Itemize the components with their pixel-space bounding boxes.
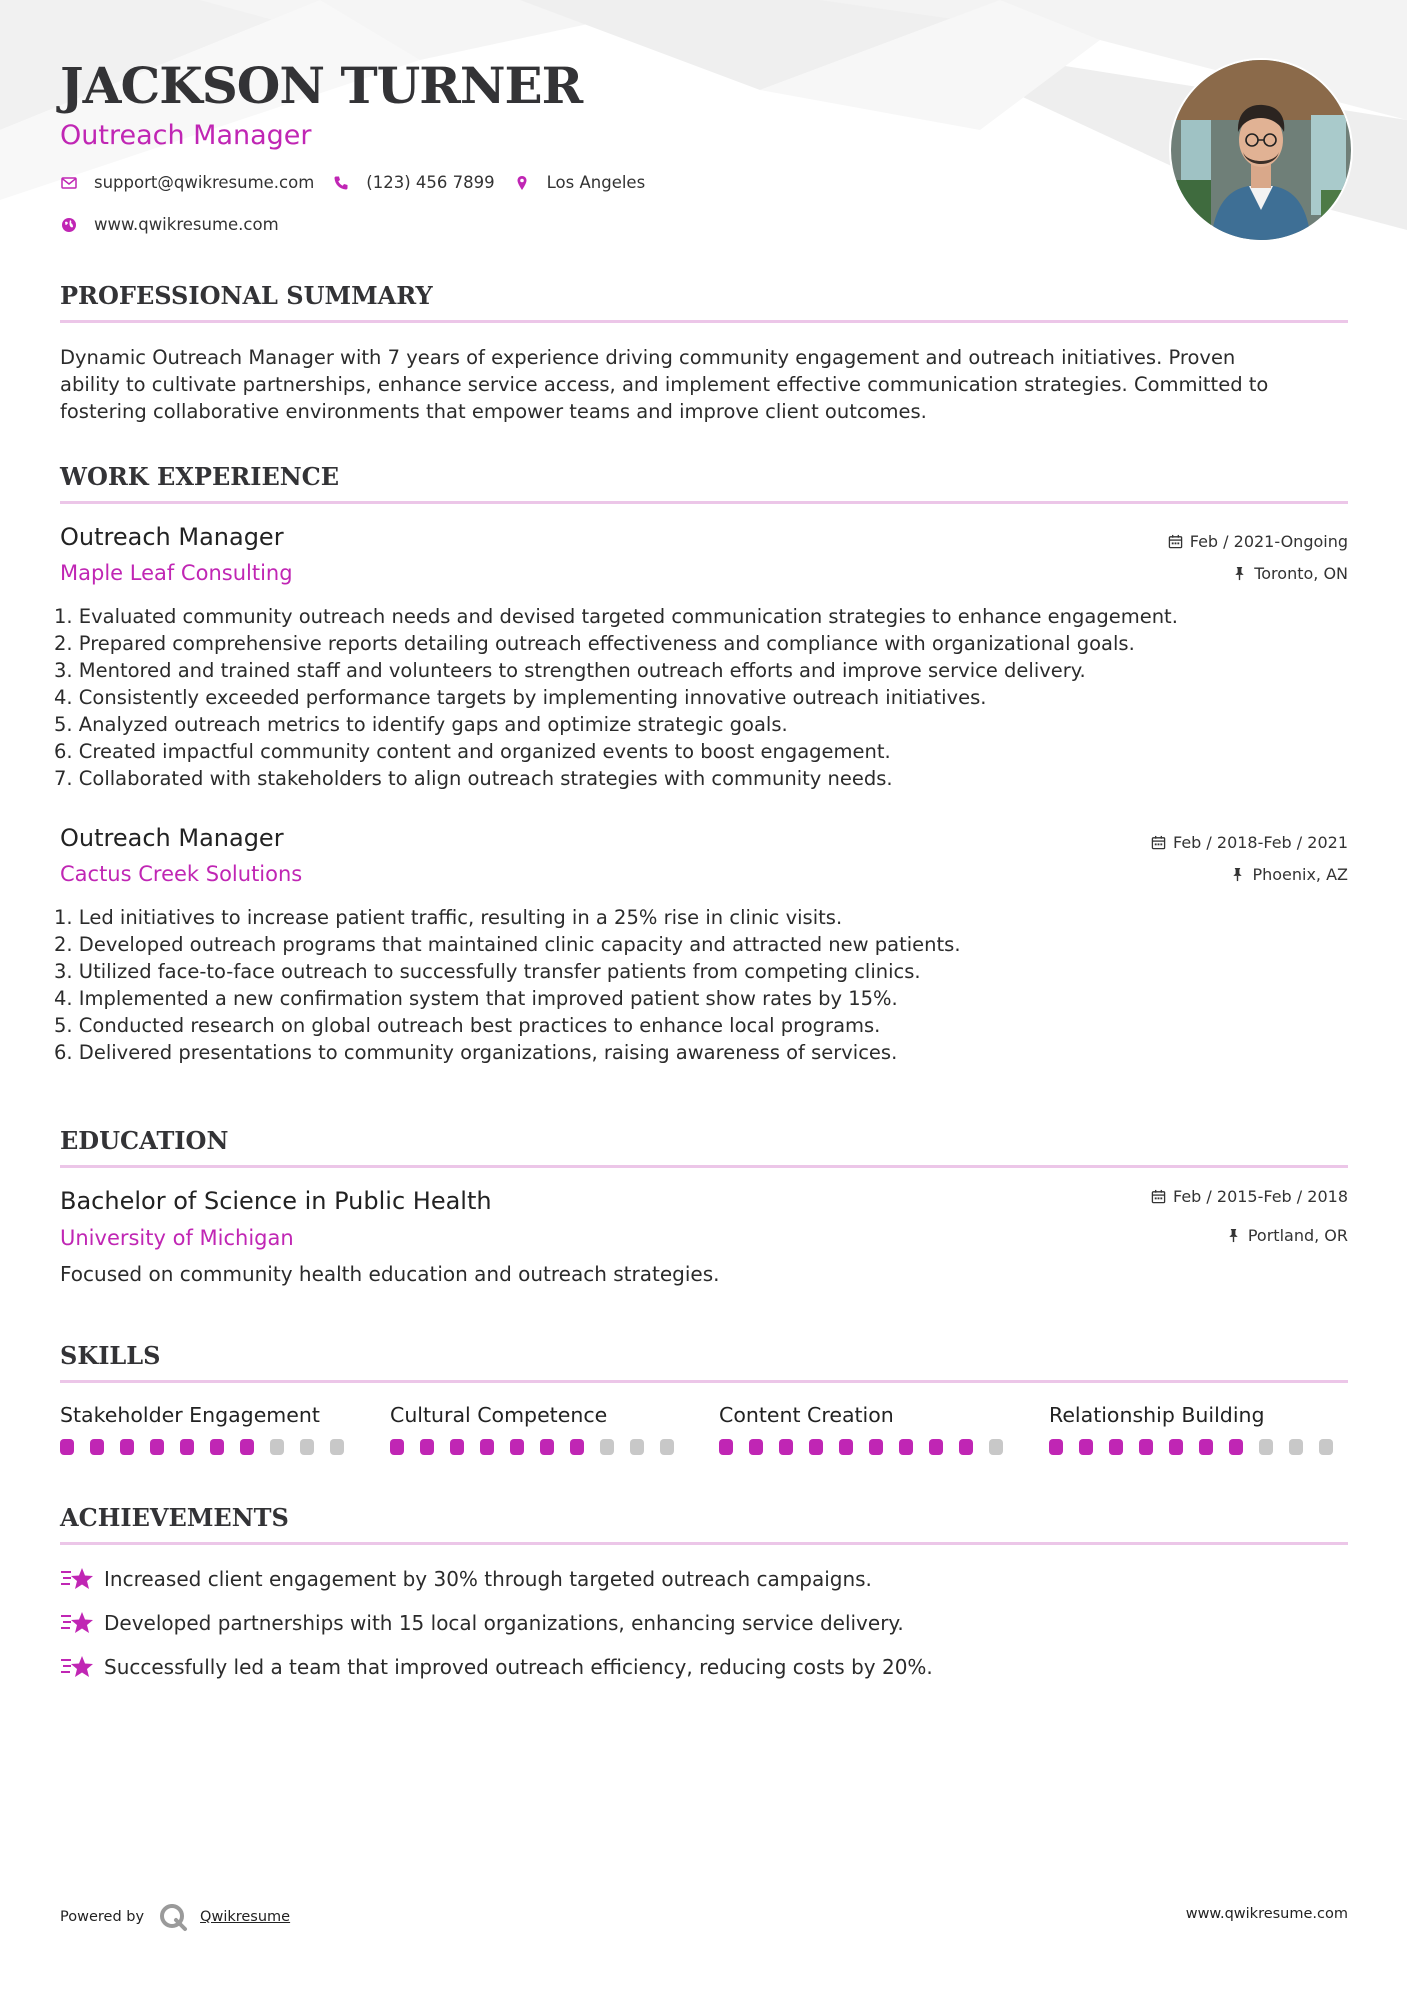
job-1-company: Maple Leaf Consulting — [60, 561, 293, 585]
achievement-item — [60, 1566, 872, 1592]
skill-dot-empty — [989, 1439, 1003, 1455]
footer-powered-by — [60, 1902, 290, 1932]
education-description: Focused on community health education and outreach strategies. — [60, 1262, 720, 1286]
skill-dot-filled — [390, 1439, 404, 1455]
list-item: 5. Conducted research on global outreach best practices to enhance local programs. — [54, 1014, 881, 1037]
envelope-icon — [60, 174, 78, 192]
website-text[interactable]: www.qwikresume.com — [94, 215, 279, 234]
list-item: 4. Implemented a new confirmation system that improved patient show rates by 15%. — [54, 987, 898, 1010]
skill-dot-empty — [600, 1439, 614, 1455]
skill-dot-filled — [1109, 1439, 1123, 1455]
skill-dot-filled — [120, 1439, 134, 1455]
skill-dot-filled — [809, 1439, 823, 1455]
calendar-icon — [1151, 1189, 1166, 1204]
shooting-star-icon — [60, 1566, 94, 1592]
skill-dot-filled — [749, 1439, 763, 1455]
skill-dot-filled — [839, 1439, 853, 1455]
job-2-dates-text: Feb / 2018-Feb / 2021 — [1173, 833, 1348, 852]
skill-dot-filled — [899, 1439, 913, 1455]
list-item: 7. Collaborated with stakeholders to align outreach strategies with community needs. — [54, 767, 893, 790]
skill-item — [1049, 1403, 1349, 1455]
achievement-text: Developed partnerships with 15 local organizations, enhancing service delivery. — [104, 1611, 904, 1635]
skill-dot-filled — [1139, 1439, 1153, 1455]
job-title-header: Outreach Manager — [60, 120, 312, 151]
skill-rating — [1049, 1439, 1349, 1455]
summary-line: Dynamic Outreach Manager with 7 years of experience driving community engagement and outreach initiatives. Proven — [60, 346, 1236, 369]
skill-item — [719, 1403, 1019, 1455]
experience-heading: WORK EXPERIENCE — [60, 462, 1348, 504]
pushpin-icon — [1230, 867, 1245, 882]
calendar-icon — [1151, 835, 1166, 850]
skill-item — [390, 1403, 690, 1455]
phone-icon — [332, 174, 350, 192]
skill-dot-filled — [150, 1439, 164, 1455]
skill-dot-empty — [630, 1439, 644, 1455]
skill-name: Relationship Building — [1049, 1403, 1265, 1427]
job-2-title: Outreach Manager — [60, 824, 284, 852]
list-item: 1. Led initiatives to increase patient traffic, resulting in a 25% rise in clinic visits. — [54, 906, 843, 929]
education-location-text: Portland, OR — [1247, 1226, 1348, 1245]
skill-dot-filled — [480, 1439, 494, 1455]
achievements-heading: ACHIEVEMENTS — [60, 1503, 1348, 1545]
skill-dot-filled — [510, 1439, 524, 1455]
achievement-text: Successfully led a team that improved outreach efficiency, reducing costs by 20%. — [104, 1655, 933, 1679]
skill-dot-empty — [1259, 1439, 1273, 1455]
profile-photo — [1169, 58, 1353, 242]
email-text[interactable]: support@qwikresume.com — [94, 173, 315, 192]
list-item: 2. Developed outreach programs that maintained clinic capacity and attracted new patients. — [54, 933, 961, 956]
education-dates — [1151, 1187, 1348, 1206]
summary-line: fostering collaborative environments that empower teams and improve client outcomes. — [60, 400, 927, 423]
education-location — [1226, 1226, 1348, 1245]
skill-name: Stakeholder Engagement — [60, 1403, 320, 1427]
skill-dot-filled — [1049, 1439, 1063, 1455]
job-1-title: Outreach Manager — [60, 523, 284, 551]
achievement-item — [60, 1610, 904, 1636]
skill-item — [60, 1403, 360, 1455]
powered-by-label: Powered by — [60, 1909, 145, 1925]
skill-dot-empty — [270, 1439, 284, 1455]
education-dates-text: Feb / 2015-Feb / 2018 — [1173, 1187, 1348, 1206]
pushpin-icon — [1232, 566, 1247, 581]
footer-website[interactable]: www.qwikresume.com — [1185, 1906, 1348, 1922]
skill-dot-filled — [1199, 1439, 1213, 1455]
list-item: 2. Prepared comprehensive reports detailing outreach effectiveness and compliance with organizational goals. — [54, 632, 1135, 655]
skill-dot-filled — [1169, 1439, 1183, 1455]
skill-dot-empty — [300, 1439, 314, 1455]
location-text: Los Angeles — [546, 173, 646, 192]
list-item: 4. Consistently exceeded performance targets by implementing innovative outreach initiatives. — [54, 686, 987, 709]
skill-dot-filled — [420, 1439, 434, 1455]
contact-row-2 — [60, 215, 297, 234]
list-item: 5. Analyzed outreach metrics to identify gaps and optimize strategic goals. — [54, 713, 788, 736]
skill-rating — [719, 1439, 1019, 1455]
skill-dot-filled — [1229, 1439, 1243, 1455]
achievement-text: Increased client engagement by 30% through targeted outreach campaigns. — [104, 1567, 872, 1591]
skill-dot-filled — [869, 1439, 883, 1455]
skill-dot-empty — [330, 1439, 344, 1455]
shooting-star-icon — [60, 1654, 94, 1680]
qwikresume-link[interactable]: Qwikresume — [200, 1909, 291, 1925]
education-degree: Bachelor of Science in Public Health — [60, 1187, 492, 1215]
job-1-dates-text: Feb / 2021-Ongoing — [1189, 532, 1348, 551]
globe-icon — [60, 216, 78, 234]
job-2-bullets — [54, 904, 1354, 1066]
skill-dot-empty — [1289, 1439, 1303, 1455]
skill-dot-filled — [929, 1439, 943, 1455]
summary-heading: PROFESSIONAL SUMMARY — [60, 281, 1348, 323]
job-2-company: Cactus Creek Solutions — [60, 862, 303, 886]
job-1-dates — [1168, 532, 1348, 551]
job-2-location — [1230, 865, 1348, 884]
list-item: 6. Created impactful community content and organized events to boost engagement. — [54, 740, 891, 763]
skill-dot-filled — [719, 1439, 733, 1455]
skill-dot-filled — [240, 1439, 254, 1455]
summary-line: ability to cultivate partnerships, enhance service access, and implement effective communication strategies. Committed to — [60, 373, 1269, 396]
skill-dot-filled — [570, 1439, 584, 1455]
calendar-icon — [1168, 534, 1183, 549]
education-school: University of Michigan — [60, 1226, 294, 1250]
job-1-location-text: Toronto, ON — [1254, 564, 1348, 583]
map-pin-icon — [513, 174, 531, 192]
education-heading: EDUCATION — [60, 1126, 1348, 1168]
qwikresume-logo-icon — [158, 1902, 188, 1932]
skill-dot-empty — [660, 1439, 674, 1455]
achievement-item — [60, 1654, 933, 1680]
skill-dot-filled — [540, 1439, 554, 1455]
job-2-dates — [1151, 833, 1348, 852]
skill-dot-filled — [959, 1439, 973, 1455]
job-1-location — [1232, 564, 1348, 583]
contact-row-1 — [60, 173, 663, 192]
skill-dot-filled — [180, 1439, 194, 1455]
skill-dot-filled — [60, 1439, 74, 1455]
list-item: 1. Evaluated community outreach needs and devised targeted communication strategies to enhance engagement. — [54, 605, 1178, 628]
candidate-name: JACKSON TURNER — [60, 56, 583, 115]
list-item: 6. Delivered presentations to community organizations, raising awareness of services. — [54, 1041, 898, 1064]
list-item: 3. Utilized face-to-face outreach to successfully transfer patients from competing clinics. — [54, 960, 921, 983]
skill-dot-empty — [1319, 1439, 1333, 1455]
phone-text: (123) 456 7899 — [366, 173, 495, 192]
skill-dot-filled — [90, 1439, 104, 1455]
pushpin-icon — [1226, 1228, 1241, 1243]
skill-dot-filled — [779, 1439, 793, 1455]
list-item: 3. Mentored and trained staff and volunteers to strengthen outreach efforts and improve service delivery. — [54, 659, 1086, 682]
skill-dot-filled — [450, 1439, 464, 1455]
skill-name: Cultural Competence — [390, 1403, 608, 1427]
skill-dot-filled — [1079, 1439, 1093, 1455]
summary-text — [60, 344, 1348, 425]
shooting-star-icon — [60, 1610, 94, 1636]
job-1-bullets — [54, 603, 1354, 792]
skill-name: Content Creation — [719, 1403, 894, 1427]
job-2-location-text: Phoenix, AZ — [1252, 865, 1348, 884]
skill-dot-filled — [210, 1439, 224, 1455]
skill-rating — [60, 1439, 360, 1455]
skills-heading: SKILLS — [60, 1341, 1348, 1383]
skill-rating — [390, 1439, 690, 1455]
